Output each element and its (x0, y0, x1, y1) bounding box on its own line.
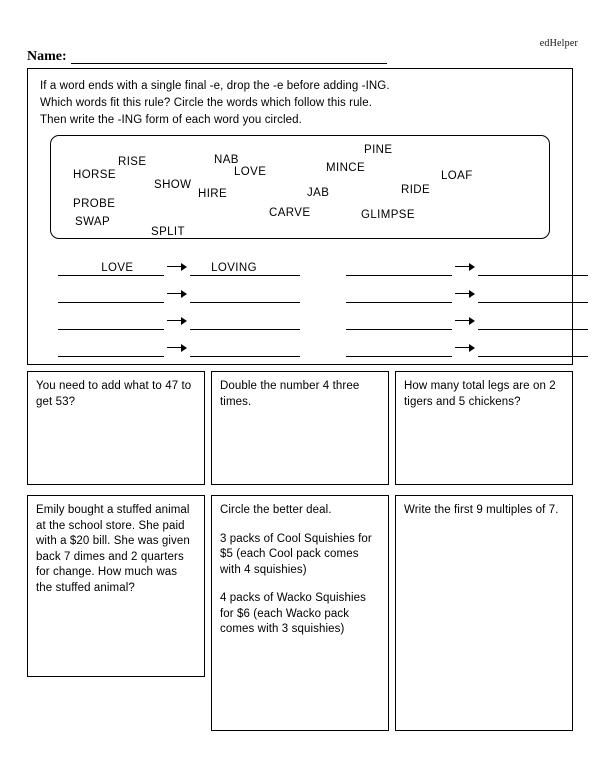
name-row (27, 50, 387, 64)
word-bank-item[interactable]: NAB (214, 154, 239, 166)
answer-row (58, 335, 300, 357)
verb-ing-exercise-box (27, 68, 573, 365)
answer-base-word[interactable] (346, 286, 452, 303)
answer-ing-word[interactable] (478, 259, 588, 276)
answer-base-word[interactable] (346, 259, 452, 276)
name-input-line[interactable] (71, 50, 387, 64)
instruction-line-1: If a word ends with a single final -e, drop the -e before adding -ING. (40, 80, 390, 92)
word-bank-item[interactable]: LOVE (234, 166, 267, 178)
word-bank-item[interactable]: CARVE (269, 207, 311, 219)
answer-ing-word[interactable] (478, 313, 588, 330)
answer-base-word[interactable] (346, 340, 452, 357)
arrow-icon (452, 340, 478, 357)
word-bank-item[interactable]: PROBE (73, 198, 116, 210)
arrow-icon (452, 286, 478, 303)
word-bank-item[interactable]: SPLIT (151, 226, 185, 238)
answer-row (346, 281, 588, 303)
instruction-line-3: Then write the -ING form of each word you circled. (40, 114, 302, 126)
answer-ing-word[interactable] (190, 340, 300, 357)
problem-text: You need to add what to 47 to get 53? (36, 380, 192, 408)
arrow-icon (452, 313, 478, 330)
word-bank-item[interactable]: MINCE (326, 162, 366, 174)
problem-box-4[interactable] (27, 495, 205, 677)
word-bank-item[interactable]: RIDE (401, 184, 431, 196)
answer-ing-word[interactable] (478, 340, 588, 357)
problem-box-3[interactable] (395, 371, 573, 485)
word-bank-item[interactable]: HIRE (198, 188, 228, 200)
word-bank-item[interactable]: PINE (364, 144, 393, 156)
answer-base-word[interactable] (58, 340, 164, 357)
problem-box-2[interactable] (211, 371, 389, 485)
answer-base-word[interactable]: LOVE (58, 259, 164, 276)
answer-row (346, 254, 588, 276)
word-bank-item[interactable]: GLIMPSE (361, 209, 415, 221)
arrow-icon (164, 313, 190, 330)
answer-ing-word[interactable] (190, 286, 300, 303)
problem-text: 3 packs of Cool Squishies for $5 (each Cool pack comes with 4 squishies) (220, 532, 372, 576)
answer-row (58, 254, 300, 276)
problem-text: Circle the better deal. (220, 504, 332, 516)
brand-logo: edHelper (539, 38, 578, 49)
answer-ing-word[interactable]: LOVING (190, 259, 300, 276)
problem-box-6[interactable] (395, 495, 573, 731)
answer-row (346, 308, 588, 330)
answer-base-word[interactable] (346, 313, 452, 330)
answer-ing-word[interactable] (190, 313, 300, 330)
word-bank-item[interactable]: HORSE (73, 169, 116, 181)
arrow-icon (164, 259, 190, 276)
word-bank-item[interactable]: LOAF (441, 170, 473, 182)
instruction-line-2: Which words fit this rule? Circle the words which follow this rule. (40, 97, 373, 109)
word-bank-item[interactable]: SHOW (154, 179, 192, 191)
instructions (40, 78, 560, 129)
problem-box-5[interactable] (211, 495, 389, 731)
problem-text: Double the number 4 three times. (220, 380, 360, 408)
answer-base-word[interactable] (58, 313, 164, 330)
problem-text: How many total legs are on 2 tigers and 5 chickens? (404, 380, 556, 408)
answer-row (346, 335, 588, 357)
answer-lines (34, 254, 568, 359)
word-bank-item[interactable]: JAB (307, 187, 330, 199)
answer-base-word[interactable] (58, 286, 164, 303)
arrow-icon (452, 259, 478, 276)
name-label: Name: (27, 49, 67, 64)
word-bank (50, 135, 550, 239)
answer-row (58, 281, 300, 303)
problem-text: Write the first 9 multiples of 7. (404, 504, 559, 516)
problem-text: Emily bought a stuffed animal at the school store. She paid with a $20 bill. She was given back 7 dimes and 2 quarters for change. How much was the stuffed animal? (36, 504, 190, 594)
arrow-icon (164, 340, 190, 357)
word-bank-item[interactable]: RISE (118, 156, 147, 168)
answer-row (58, 308, 300, 330)
word-bank-item[interactable]: SWAP (75, 216, 111, 228)
problem-text: 4 packs of Wacko Squishies for $6 (each Wacko pack comes with 3 squishies) (220, 592, 366, 635)
problem-box-1[interactable] (27, 371, 205, 485)
arrow-icon (164, 286, 190, 303)
answer-ing-word[interactable] (478, 286, 588, 303)
